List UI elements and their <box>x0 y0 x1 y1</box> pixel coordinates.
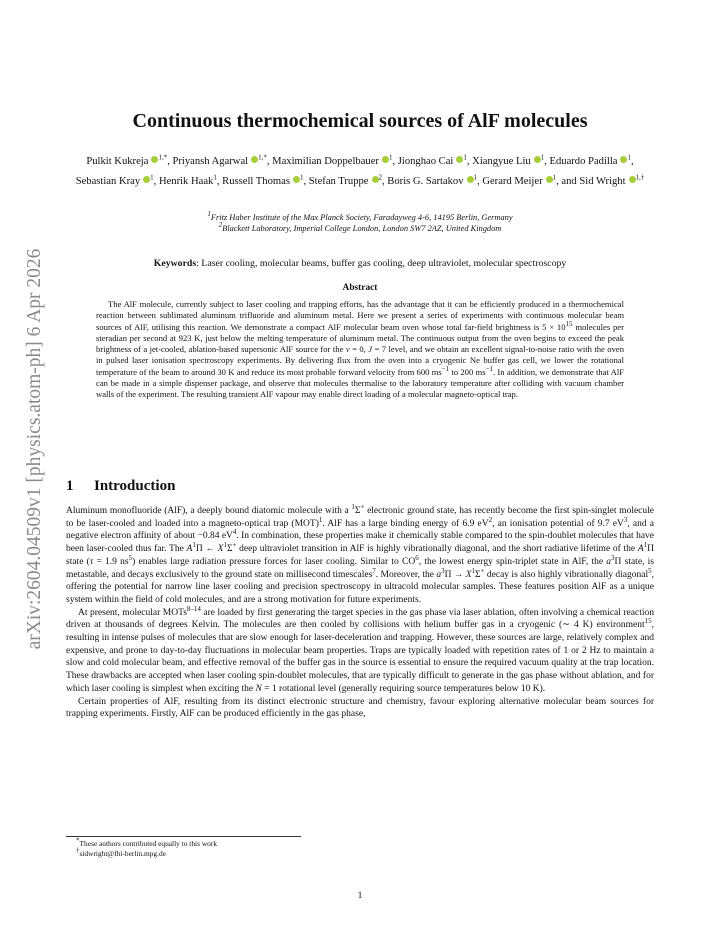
author-affiliation-mark: 1,* <box>258 153 267 162</box>
affiliation-1: $^1$Fritz Haber Institute of the Max Planck Society, Faradayweg 4-6, 14195 Berlin, Germany <box>207 210 513 222</box>
author <box>222 172 304 187</box>
keywords: Keywords: Laser cooling, molecular beams, buffer gas cooling, deep ultraviolet, molecular spectroscopy <box>153 258 567 269</box>
abstract-text: The AlF molecule, currently subject to laser cooling and trapping efforts, has the advantage that it can be efficiently produced in a thermochemical reaction between sublimated aluminum trifluoride and aluminum metal. Here we present a series of experiments with continuous molecular beam sources of AlF, utilising this reaction. We demonstrate a compact AlF molecular beam oven whose total far-field brightness is $5 \times 10^{15}$ molecules per steradian per second at 923 K, just below the melting temperature of aluminum metal. The continuous output from the oven begins to exceed the peak brightness of a jet-cooled, ablation-based supersonic AlF source for the v = 0, J = 7 level, and we obtain an excellent signal-to-noise ratio with the oven in pulsed laser ionisation spectroscopy experiments. By delivering flux from the oven into a cryogenic Ne buffer gas cell, we lower the rotational temperature of the beam to around 30 K and reduce its most probable forward velocity from 600 $ms^{-1}$ to 200 $ms^{-1}$. In addition, we demonstrate that AlF can be made in a simple dispenser package, and observe that molecules thermalise to the laboratory temperature after colliding with vacuum chamber walls of the experiment. The resulting transient AlF vapour may enable direct loading of a molecular magneto-optical trap. <box>96 299 624 399</box>
author <box>397 153 467 167</box>
author <box>75 172 154 187</box>
author <box>86 153 168 167</box>
author-name: Eduardo Padilla <box>549 156 618 167</box>
footnotes <box>76 836 218 859</box>
author-name: Xiangyue Liu <box>472 156 531 167</box>
paragraph: Aluminum monofluoride (AlF), a deeply bound diatomic molecule with a $^1$Σ+ electronic ground state, has recently become the first spin-singlet molecule to be laser-cooled and loaded into a magneto-optical trap (MOT)$^1$. AlF has a large binding energy of 6.9 $eV^2$, an ionisation potential of 9.7 $eV^3$, and a negative electron affinity of about −0.84 $eV^4$. In combination, these properties make it chemically stable compared to the spin-doublet molecules that have been laser-cooled thus far. The $A^1\Pi$ ← $X^1\Sigma^+$ deep ultraviolet transition in AlF is highly vibrationally diagonal, and the short radiative lifetime of the $A^1\Pi$ state (τ = 1.9 $ns^5$) enables large radiation pressure forces for laser cooling. Similar to $CO^6$, the lowest energy spin-triplet state in AlF, the $a^3\Pi$ state, is metastable, and decays exclusively to the ground state on millisecond timescales$^7$. Moreover, the $a^3\Pi \to X^1\Sigma^+$ decay is also highly vibrationally diagonal$^5$, offering the potential for narrow line laser cooling and precision spectroscopy in ultracold molecular samples. These features position AlF as a unique system within the field of cold molecules, and are a strong motivation for future experiments. <box>66 502 654 605</box>
author-name: Henrik Haak <box>158 175 214 187</box>
author-name: Gerard Meijer <box>482 175 543 187</box>
orcid-icon[interactable] <box>546 176 553 183</box>
author-list: Pulkit Kukreja $^{1,*}$, Priyansh Agarwal $^{1,*}$, Maximilian Doppelbauer $^1$, Jionghao Cai $^1$, Xiangyue Liu $^1$, Eduardo Padilla $^1$, Sebastian Kray $^1$, Henrik Haak$^1$, Russell Thomas $^1$, Stefan Truppe $^2$, Boris G. Sartakov $^1$, Gerard Meijer $^1$, and Sid Wright $^{1,\dagger}$ <box>75 153 645 187</box>
author-name: Pulkit Kukreja <box>86 156 149 167</box>
author-name: Maximilian Doppelbauer <box>272 156 379 167</box>
paper-title: Continuous thermochemical sources of AlF molecules <box>132 110 588 132</box>
author <box>272 153 393 167</box>
orcid-icon[interactable] <box>629 176 636 183</box>
author-affiliation-mark: 1 <box>213 172 217 181</box>
paragraph: At present, molecular MOTs$^{8-14}$ are loaded by first generating the target species in the gas phase via laser ablation, often involving a chemical reaction driven at thousands of degrees Kelvin. The molecules are then cooled by collisions with helium buffer gas in a cryogenic (∼ 4 K) environment$^{15}$, resulting in intense pulses of molecules that are slow enough for laser-deceleration and trapping. However, these sources are large, relatively complex and expensive, and prone to day-to-day fluctuations in molecular beam properties. Traps are typically loaded with repetition rates of 1 or 2 Hz to maintain a slow and cold molecular beam, and effective removal of the buffer gas in the source is essential to ensure the required vacuum quality at the trap location. These drawbacks are accepted when laser cooling spin-doublet molecules, that are typically difficult to generate in the gas phase without ablation, and for which laser cooling is simplest when exciting the N = 1 rotational level (generally requiring source temperatures below 10 K). <box>66 604 654 694</box>
paragraph: Certain properties of AlF, resulting from its distinct electronic structure and chemistry, favour exploring alternative molecular beam sources for trapping experiments. Firstly, AlF can be produced efficiently in the gas phase, <box>66 696 654 720</box>
arxiv-stamp-text: arXiv:2604.04509v1 [physics.atom-ph] 6 Apr 2026 <box>24 248 45 650</box>
keywords-label: Keywords <box>153 258 197 269</box>
section-heading <box>66 478 175 495</box>
page-number: 1 <box>357 891 363 901</box>
section-title: Introduction <box>94 478 176 494</box>
author-name: Priyansh Agarwal <box>172 156 249 167</box>
orcid-icon[interactable] <box>372 176 379 183</box>
author <box>172 153 267 167</box>
author <box>387 172 478 187</box>
author-name: Stefan Truppe <box>308 175 369 187</box>
orcid-icon[interactable] <box>534 156 541 163</box>
section-number: 1 <box>66 478 74 494</box>
author <box>308 172 382 187</box>
keywords-text: Laser cooling, molecular beams, buffer gas cooling, deep ultraviolet, molecular spectroscopy <box>201 258 567 269</box>
author <box>579 172 645 187</box>
author-affiliation-mark: 1 <box>540 153 545 162</box>
author-affiliation-mark: 1 <box>388 153 393 162</box>
footnote-2: †sidwright@fhi-berlin.mpg.de <box>76 846 166 858</box>
orcid-icon[interactable] <box>293 176 300 183</box>
author-affiliation-mark: 1,* <box>158 153 168 162</box>
author-affiliation-mark: 1 <box>463 153 467 162</box>
author <box>482 172 557 187</box>
author-affiliation-mark: 1,† <box>635 172 645 181</box>
footnote-1: *These authors contributed equally to this work <box>76 836 218 848</box>
affiliations <box>66 212 654 234</box>
author-name: Jionghao Cai <box>397 156 454 167</box>
orcid-icon[interactable] <box>467 176 474 183</box>
author-name: Sebastian Kray <box>75 175 141 187</box>
author-affiliation-mark: 2 <box>378 172 382 181</box>
orcid-icon[interactable] <box>382 156 389 163</box>
author-affiliation-mark: 1 <box>552 172 557 181</box>
author-name: Sid Wright <box>579 175 626 187</box>
author <box>472 153 545 167</box>
author-affiliation-mark: 1 <box>299 172 304 181</box>
abstract-heading: Abstract <box>342 283 378 293</box>
affiliation-2: $^2$Blackett Laboratory, Imperial College London, London SW7 2AZ, United Kingdom <box>218 221 502 233</box>
author-name: Boris G. Sartakov <box>387 175 464 187</box>
body-text <box>66 502 654 721</box>
author <box>158 172 217 187</box>
footnote-rule <box>66 836 301 837</box>
author <box>549 153 631 167</box>
arxiv-stamp <box>20 205 50 693</box>
author-affiliation-mark: 1 <box>627 153 631 162</box>
author-affiliation-mark: 1 <box>473 172 478 181</box>
author-affiliation-mark: 1 <box>150 172 154 181</box>
author-name: Russell Thomas <box>222 175 290 187</box>
